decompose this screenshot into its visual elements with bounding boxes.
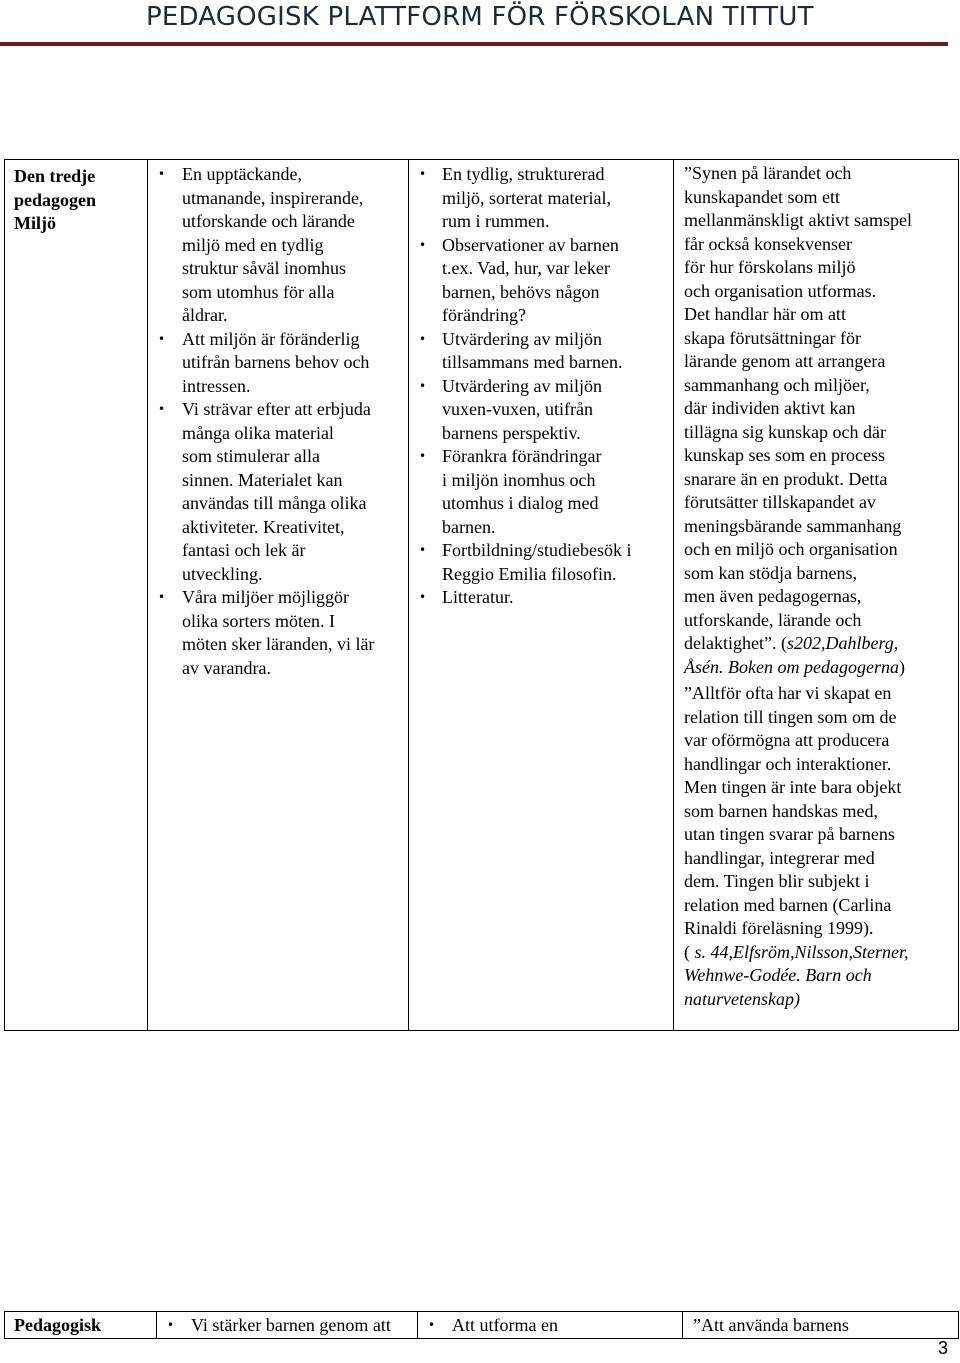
goals-cell — [148, 160, 409, 1031]
table-row — [5, 160, 959, 1031]
next-goals-cell — [157, 1312, 418, 1339]
list-item: • Förankra förändringar i miljön inomhus och utomhus i dialog med barnen. — [409, 445, 665, 539]
citation-source: Wehnwe-Godée. Barn och — [684, 965, 872, 985]
list-item: • Utvärdering av miljön vuxen-vuxen, utifrån barnens perspektiv. — [409, 375, 665, 446]
citation-source: s202,Dahlberg, — [786, 633, 899, 653]
list-item: • Vi stärker barnen genom att — [157, 1312, 417, 1338]
list-item: • En upptäckande, utmanande, inspirerande, utforskande och lärande miljö med en tydlig struktur såväl inomhus som utomhus för alla åldrar. — [148, 163, 400, 328]
citation-source: s. 44,Elfsröm,Nilsson,Sterner, — [694, 941, 909, 962]
list-item: • Vi strävar efter att erbjuda många olika material som stimulerar alla sinnen. Materialet kan användas till många olika aktiviteter. Kreativitet, fantasi och lek är utveckling. — [148, 398, 400, 586]
category-title-line: pedagogen — [14, 189, 97, 210]
platform-table — [4, 159, 959, 1031]
next-methods-cell — [418, 1312, 683, 1339]
header-divider — [0, 42, 948, 46]
methods-cell — [409, 160, 674, 1031]
list-item: • Våra miljöer möjliggör olika sorters möten. I möten sker läranden, vi lär av varandra. — [148, 586, 400, 680]
next-section-table — [4, 1311, 959, 1339]
list-item: • Fortbildning/studiebesök i Reggio Emilia filosofin. — [409, 539, 665, 586]
list-item: • Observationer av barnen t.ex. Vad, hur, var leker barnen, behövs någon förändring? — [409, 234, 665, 328]
next-category-cell: Pedagogisk — [5, 1312, 157, 1339]
citation-line: Åsén. Boken om pedagogerna) — [684, 656, 905, 677]
category-title — [5, 160, 147, 236]
goals-list — [148, 160, 408, 680]
citation-source: naturvetenskap) — [684, 988, 800, 1009]
quote-rinaldi: ”Alltför ofta har vi skapat en relation till tingen som om de var oförmögna att producera handlingar och interaktioner. Men tingen är inte bara objekt som barnen handskas med, utan tingen svarar på barnens handlingar, integrerar med dem. Tingen blir subjekt i relation med barnen (Carlina Rinaldi föreläsning 1999). ( s. 44,Elfsröm,Nilsson,Sterner, Wehnwe-Godée. Barn och naturvetenskap) — [674, 679, 958, 1011]
list-item: • Att utforma en — [418, 1312, 682, 1338]
quote-dahlberg: ”Synen på lärandet och kunskapandet som ett mellanmänskligt aktivt samspel får också konsekvenser för hur förskolans miljö och organisation utformas. Det handlar här om att skapa förutsättningar för lärande genom att arrangera sammanhang och miljöer, där individen aktivt kan tillägna sig kunskap och där kunskap ses som en process snarare än en produkt. Detta förutsätter tillskapandet av meningsbärande sammanhang och en miljö och organisation som kan stödja barnens, men även pedagogernas, utforskande, lärande och delaktighet”. (s202,Dahlberg, Åsén. Boken om pedagogerna) — [674, 160, 958, 679]
category-title-line: Miljö — [14, 213, 56, 233]
list-item: • Att miljön är föränderlig utifrån barnens behov och intressen. — [148, 328, 400, 399]
quotes-cell — [674, 160, 959, 1031]
methods-list — [409, 160, 673, 610]
category-cell — [5, 160, 148, 1031]
citation-source: Åsén. Boken om pedagogerna — [684, 656, 899, 677]
list-item: • Utvärdering av miljön tillsammans med barnen. — [409, 328, 665, 375]
category-title-line: Den tredje — [14, 166, 96, 186]
citation-line: delaktighet”. (s202,Dahlberg, — [684, 633, 899, 653]
page-title: PEDAGOGISK PLATTFORM FÖR FÖRSKOLAN TITTUT — [146, 2, 814, 32]
page-header — [0, 0, 960, 46]
table-row — [5, 1312, 959, 1339]
citation-line: ( s. 44,Elfsröm,Nilsson,Sterner, — [684, 941, 909, 962]
list-item: • Litteratur. — [409, 586, 665, 610]
next-quotes-cell: ”Att använda barnens — [683, 1312, 959, 1339]
list-item: • En tydlig, strukturerad miljö, sorterat material, rum i rummen. — [409, 163, 665, 234]
page-number: 3 — [937, 1338, 948, 1358]
